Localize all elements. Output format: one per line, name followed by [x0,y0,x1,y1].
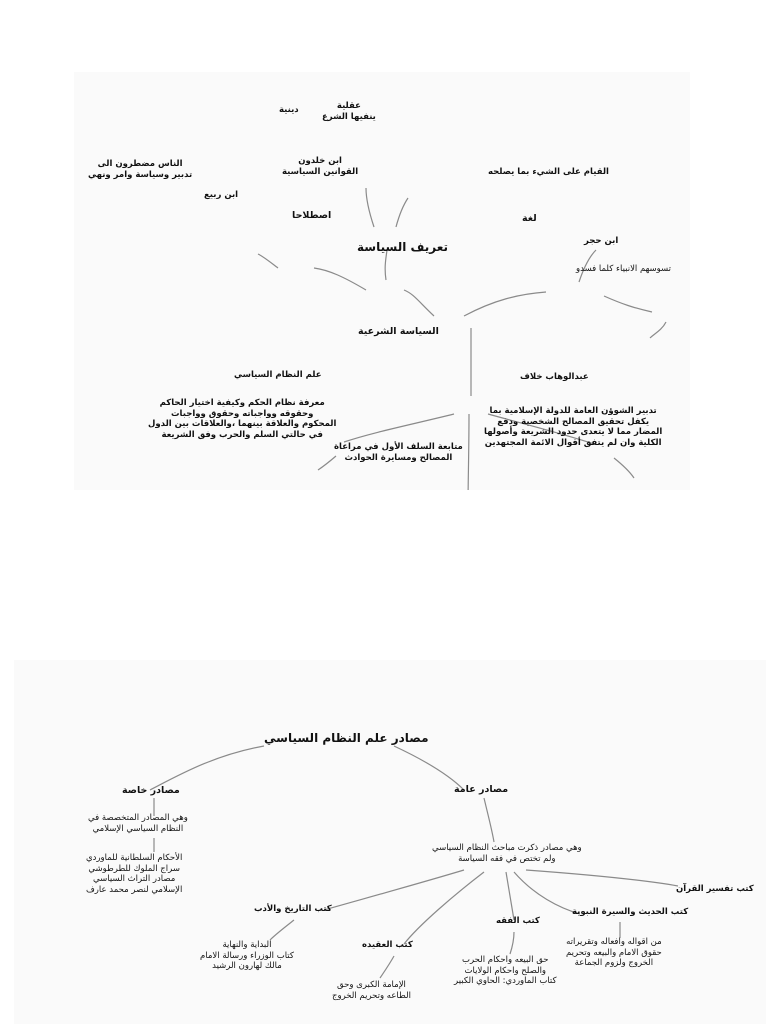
khassa-def-line-2: النظام السياسي الإسلامي [92,823,184,834]
node-khassa-definition [88,813,188,834]
map1-root-node: تعريف السياسة [357,240,449,254]
ilm-nizam-def-line-3: المحكوم والعلاقة بينهما ،والعلاقات بين الدول [148,419,337,430]
node-khallaf: عبدالوهاب خلاف [520,372,589,382]
khallaf-def-line-4: الكلية وان لم يتفق أقوال الائمة المجتهدين [484,437,662,448]
aqliya-line-2: ينفيها الشرع [322,111,376,122]
node-amma-definition [432,843,582,864]
node-fiqh-description [454,955,557,987]
link-ibnkhaldun-aqliya [396,198,408,227]
node-tafsir: كتب تفسير القرآن [676,884,754,894]
node-masader-khassa: مصادر خاصة [122,785,180,796]
node-ilm-nizam: علم النظام السياسي [234,370,322,380]
node-khassa-books [86,853,182,896]
ilm-nizam-def-line-1: معرفة نظام الحكم وكيفية اختيار الحاكم [159,398,325,408]
fiqh-desc-line-3: كتاب الماوردي: الحاوي الكبير [454,976,557,987]
fiqh-desc-line-2: والصلح واحكام الولايات [464,965,547,976]
node-ibn-rabie: ابن ربيع [204,190,239,200]
aqida-desc-line-2: الطاعه وتحريم الخروج [332,990,411,1001]
ibn-rabie-quote-line-1: الناس مضطرون الى [97,159,183,169]
node-tarikh: كتب التاريخ والأدب [254,904,332,914]
link-khallaf-def [614,458,634,478]
khassa-book-4: الإسلامي لنصر محمد عارف [86,884,183,895]
hadith-desc-line-2: حقوق الامام والبيعه وتحريم [566,947,662,958]
node-salaf [334,442,463,463]
hadith-desc-line-3: الخروج ولزوم الجماعة [574,958,654,969]
amma-def-line-2: ولم تختص في فقه السياسة [458,853,556,864]
aqliya-line-1: عقلية [336,101,361,111]
khallaf-def-line-2: يكفل تحقيق المصالح الشخصية ودفع [497,416,650,427]
ibn-khaldun-line-1: ابن خلدون [298,156,342,166]
node-fiqh: كتب الفقه [496,916,540,926]
link-ammadef-fiqh [506,872,514,920]
map2-connectors [14,660,766,1024]
link-shariya-ilmnizam [344,414,454,442]
tarikh-desc-line-3: مالك لهارون الرشيد [212,961,282,972]
link-ammadef-aqida [404,872,484,944]
khassa-def-line-1: وهي المصادر المتخصصة في [88,813,188,823]
link-ibnkhaldun-diniya [366,188,374,227]
khallaf-def-line-1: تدبير الشوؤن العامة للدولة الإسلامية بما [489,406,657,416]
node-ibn-rabie-quote [88,159,192,180]
khassa-book-1: الأحكام السلطانية للماوردي [86,853,183,863]
aqida-desc-line-1: الإمامة الكبرى وحق [337,980,406,990]
node-diniya: دينية [279,105,299,115]
link-tarikh-desc [270,920,294,940]
node-lugha-definition: القيام على الشيء بما يصلحه [488,167,609,177]
node-masader-amma: مصادر عامة [454,784,509,795]
link-ammadef-tarikh [324,870,464,910]
node-lugha: لغة [522,213,537,224]
amma-def-line-1: وهي مصادر ذكرت مباحث النظام السياسي [432,843,582,853]
ibn-khaldun-line-2: القوانين السياسية [282,166,359,177]
node-ibn-hajar-quote: تسوسهم الانبياء كلما فسدو [576,264,672,274]
node-ibn-khaldun [282,156,358,177]
node-khallaf-definition [484,406,662,449]
node-aqida-description [332,980,411,1001]
ilm-nizam-def-line-2: وحقوقه وواجباته وحقوق وواجبات [171,408,314,419]
node-hadith: كتب الحديث والسيرة النبوية [572,907,689,917]
node-siyasa-shariya: السياسة الشرعية [358,326,439,337]
link-lugha-ibnhajar [604,296,652,312]
salaf-line-2: المصالح ومسايرة الحوادث [344,452,453,463]
khallaf-def-line-3: المضار مما لا يتعدى حدود الشريعة وأصولها [484,427,663,438]
ilm-nizam-def-line-4: في حالتي السلم والحرب وفق الشريعة [161,429,323,440]
link-amma-def [484,798,494,842]
link-ibnhajar-quote [650,322,666,338]
fiqh-desc-line-1: حق البيعه واحكام الحرب [461,955,549,965]
hadith-desc-line-1: من اقواله وافعاله وتقريراته [566,937,662,947]
link-istilahan-ibnrabie [314,268,366,290]
node-tarikh-description [200,940,294,972]
node-ibn-hajar: ابن حجر [584,236,619,246]
node-istilahan: اصطلاحا [292,210,332,221]
link-ammadef-tafsir [526,870,678,886]
map2-root-node: مصادر علم النظام السياسي [264,731,429,745]
link-fiqh-desc [510,932,514,954]
link-ammadef-hadith [514,872,580,914]
link-ibnrabie-quote [258,254,278,268]
link-root-khassa [150,746,264,790]
node-aqida: كتب العقيده [362,940,413,950]
mind-map-political-system-sources [14,660,766,1024]
link-root-istilahan [404,290,434,316]
ibn-rabie-quote-line-2: تدبير وسياسة وامر ونهي [88,169,193,180]
tarikh-desc-line-2: كتاب الوزراء ورسالة الامام [200,950,294,961]
link-root-lugha [464,292,546,316]
link-shariya-salaf [468,414,469,490]
salaf-line-1: متابعة السلف الأول في مراعاة [334,442,463,452]
khassa-book-2: سراج الملوك للطرطوشي [88,863,180,874]
link-aqida-desc [380,956,394,978]
node-aqliya [322,101,376,122]
node-hadith-description [566,937,662,969]
tarikh-desc-line-1: البداية والنهاية [222,940,272,950]
node-ilm-nizam-definition [148,398,336,441]
khassa-book-3: مصادر التراث السياسي [93,874,176,885]
